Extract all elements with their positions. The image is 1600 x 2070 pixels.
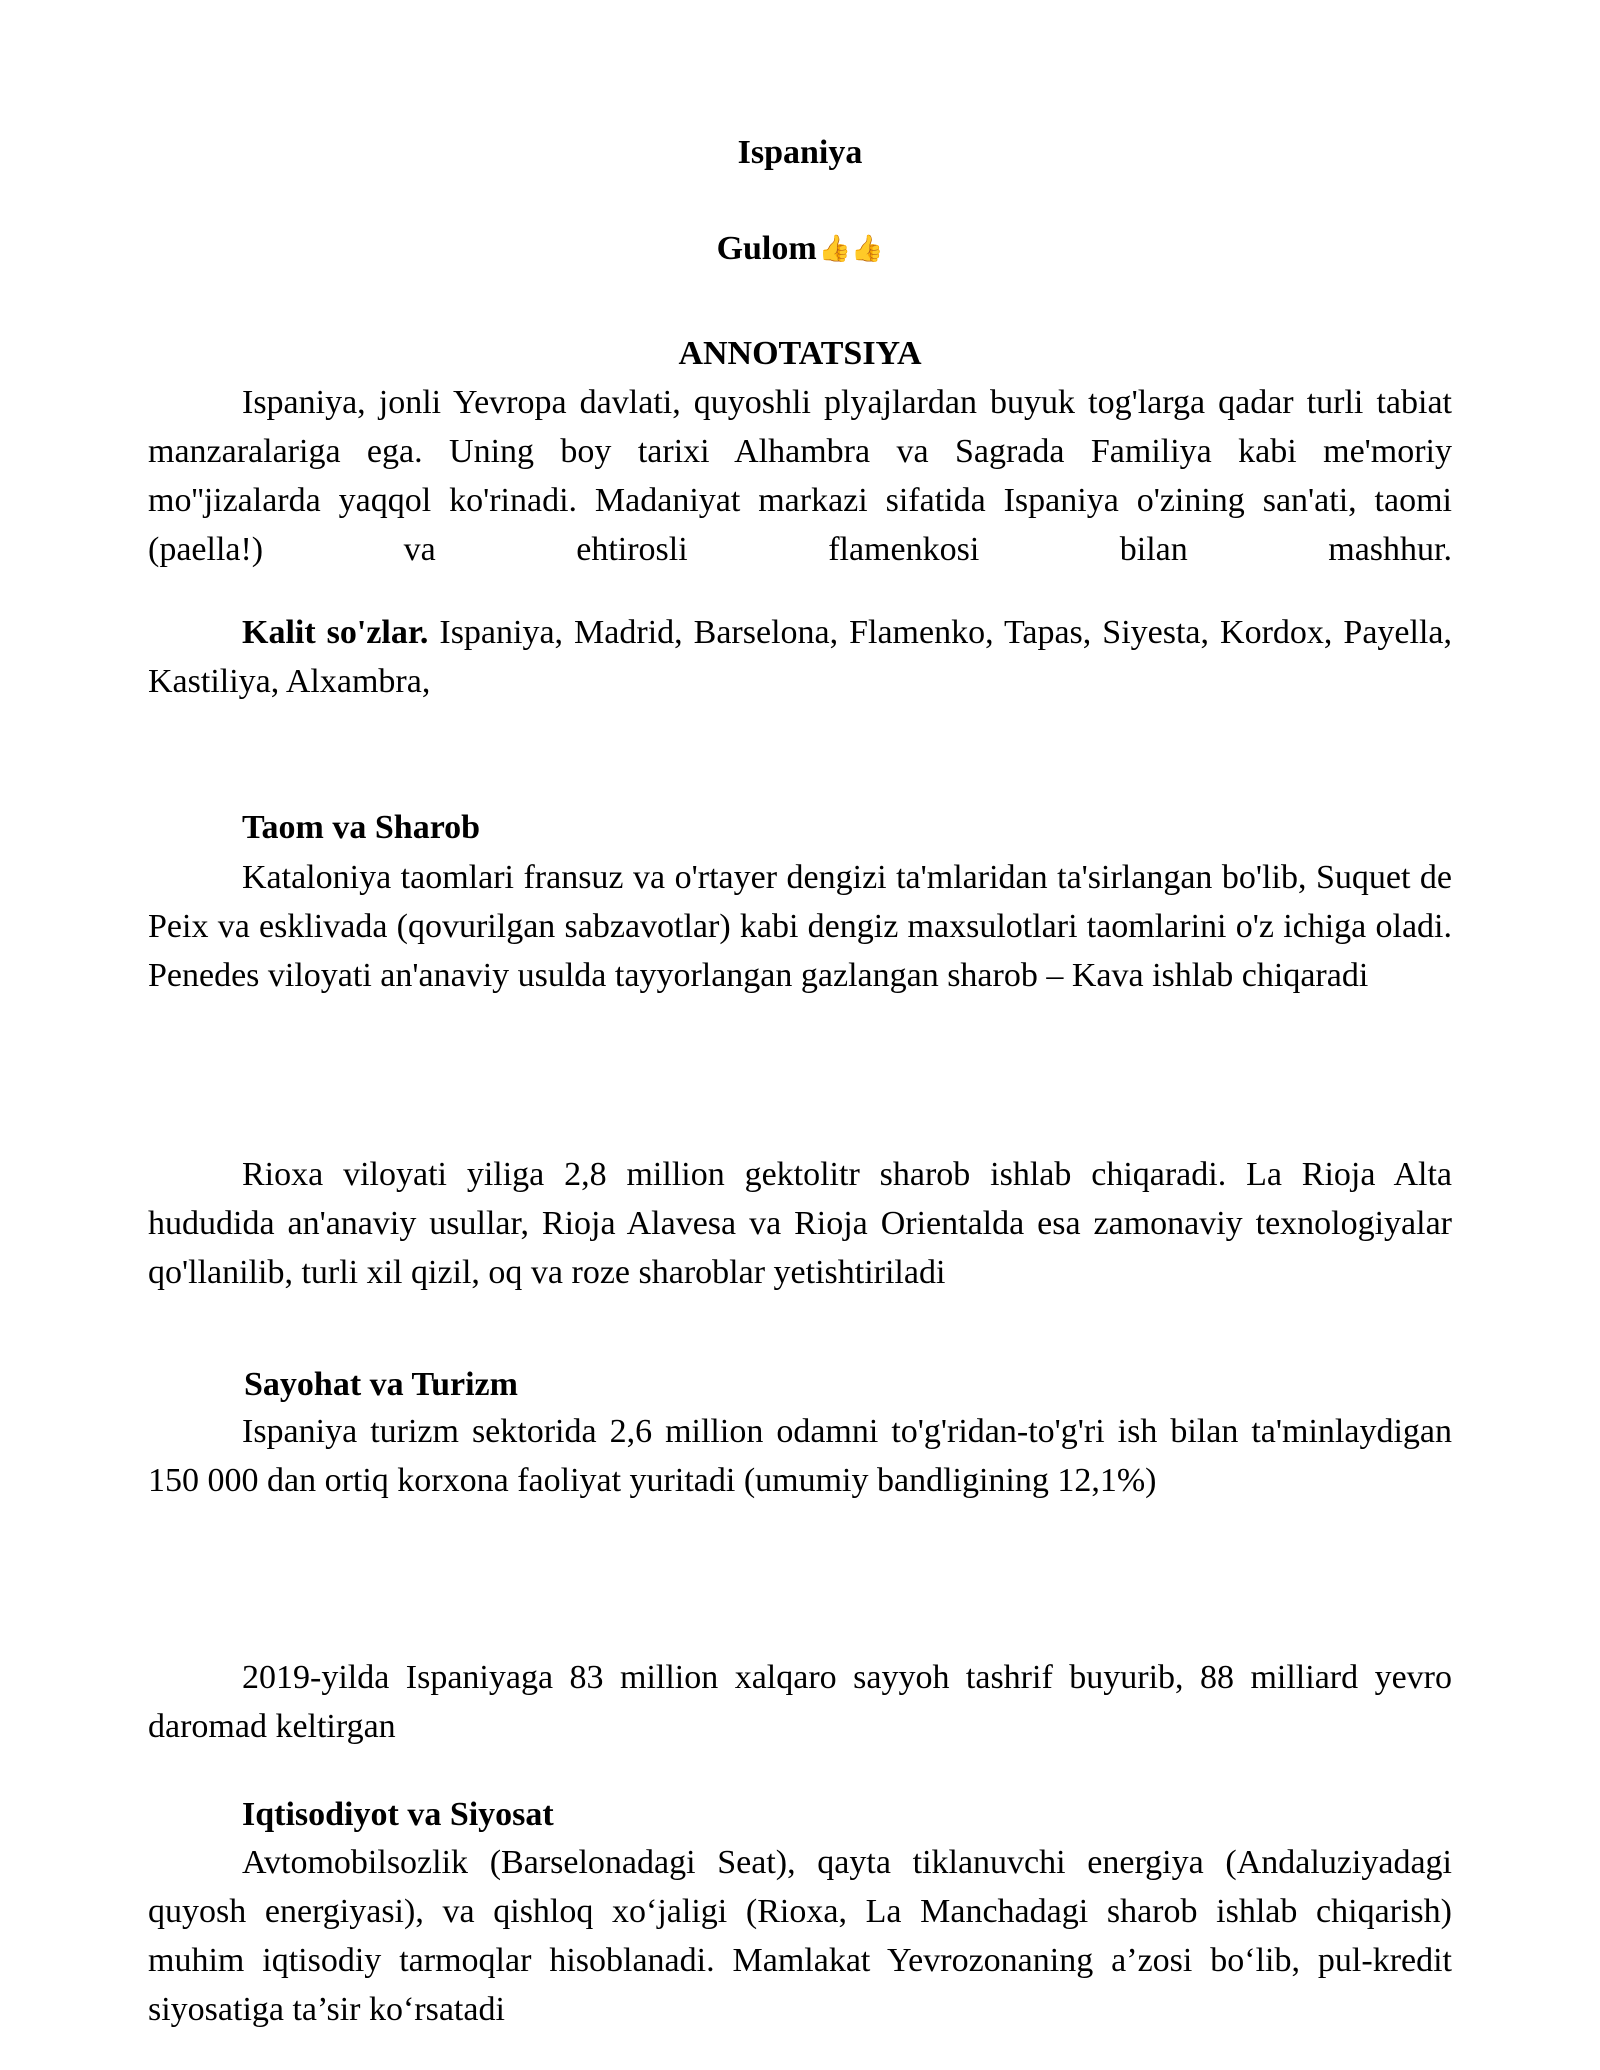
tourism-paragraph-1: [148, 1407, 1452, 1505]
document-title: Ispaniya: [737, 134, 863, 171]
section-heading-food: Taom va Sharob: [242, 809, 481, 846]
keywords-paragraph: [148, 608, 1452, 706]
paragraph-text: Avtomobilsozlik (Barselonadagi Seat), qayta tiklanuvchi energiya (Andaluziyadagi quyosh energiyasi), va qishloq xo‘jaligi (Rioxa, La Manchadagi sharob ishlab chiqarish) muhim iqtisodiy tarmoqlar hisoblanadi. Mamlakat Yevrozonaning a’zosi bo‘lib, pul-kredit siyosatiga ta’sir ko‘rsatadi: [148, 1844, 1452, 2028]
keywords-label: Kalit so'zlar.: [242, 614, 429, 651]
thumbs-up-icon: 👍👍: [818, 234, 884, 264]
tourism-paragraph-2: [148, 1653, 1452, 1751]
annotation-text: Ispaniya, jonli Yevropa davlati, quyoshli plyajlardan buyuk tog'larga qadar turli tabiat manzaralariga ega. Uning boy tarixi Alhambra va Sagrada Familiya kabi me'moriy mo''jizalarda yaqqol ko'rinadi. Madaniyat markazi sifatida Ispaniya o'zining san'ati, taomi (paella!) va ehtirosli flamenkosi bilan mashhur.: [148, 384, 1452, 568]
paragraph-text: Ispaniya turizm sektorida 2,6 million odamni to'g'ridan-to'g'ri ish bilan ta'minlaydigan 150 000 dan ortiq korxona faoliyat yuritadi (umumiy bandligining 12,1%): [148, 1413, 1452, 1499]
author-line: [0, 229, 1600, 269]
paragraph-text: Kataloniya taomlari fransuz va o'rtayer dengizi ta'mlaridan ta'sirlangan bo'lib, Suquet de Peix va esklivada (qovurilgan sabzavotlar) kabi dengiz maxsulotlari taomlarini o'z ichiga oladi. Penedes viloyati an'anaviy usulda tayyorlangan gazlangan sharob – Kava ishlab chiqaradi: [148, 859, 1452, 994]
section-heading-tourism: Sayohat va Turizm: [244, 1366, 518, 1403]
annotation-paragraph: [148, 378, 1452, 574]
food-paragraph-1: [148, 853, 1452, 1000]
food-paragraph-2: [148, 1150, 1452, 1297]
paragraph-text: Rioxa viloyati yiliga 2,8 million gektolitr sharob ishlab chiqaradi. La Rioja Alta hududida an'anaviy usullar, Rioja Alavesa va Rioja Orientalda esa zamonaviy texnologiyalar qo'llanilib, turli xil qizil, oq va roze sharoblar yetishtiriladi: [148, 1156, 1452, 1291]
author-name: Gulom: [716, 230, 817, 267]
annotation-heading: ANNOTATSIYA: [678, 335, 922, 372]
paragraph-text: 2019-yilda Ispaniyaga 83 million xalqaro sayyoh tashrif buyurib, 88 milliard yevro daromad keltirgan: [148, 1659, 1452, 1745]
keywords-text: [148, 608, 1452, 706]
section-heading-economy: Iqtisodiyot va Siyosat: [242, 1796, 554, 1833]
economy-paragraph-1: [148, 1838, 1452, 2034]
keywords-list: Ispaniya, Madrid, Barselona, Flamenko, Tapas, Siyesta, Kordox, Payella, Kastiliya, Alxambra,: [148, 614, 1452, 700]
